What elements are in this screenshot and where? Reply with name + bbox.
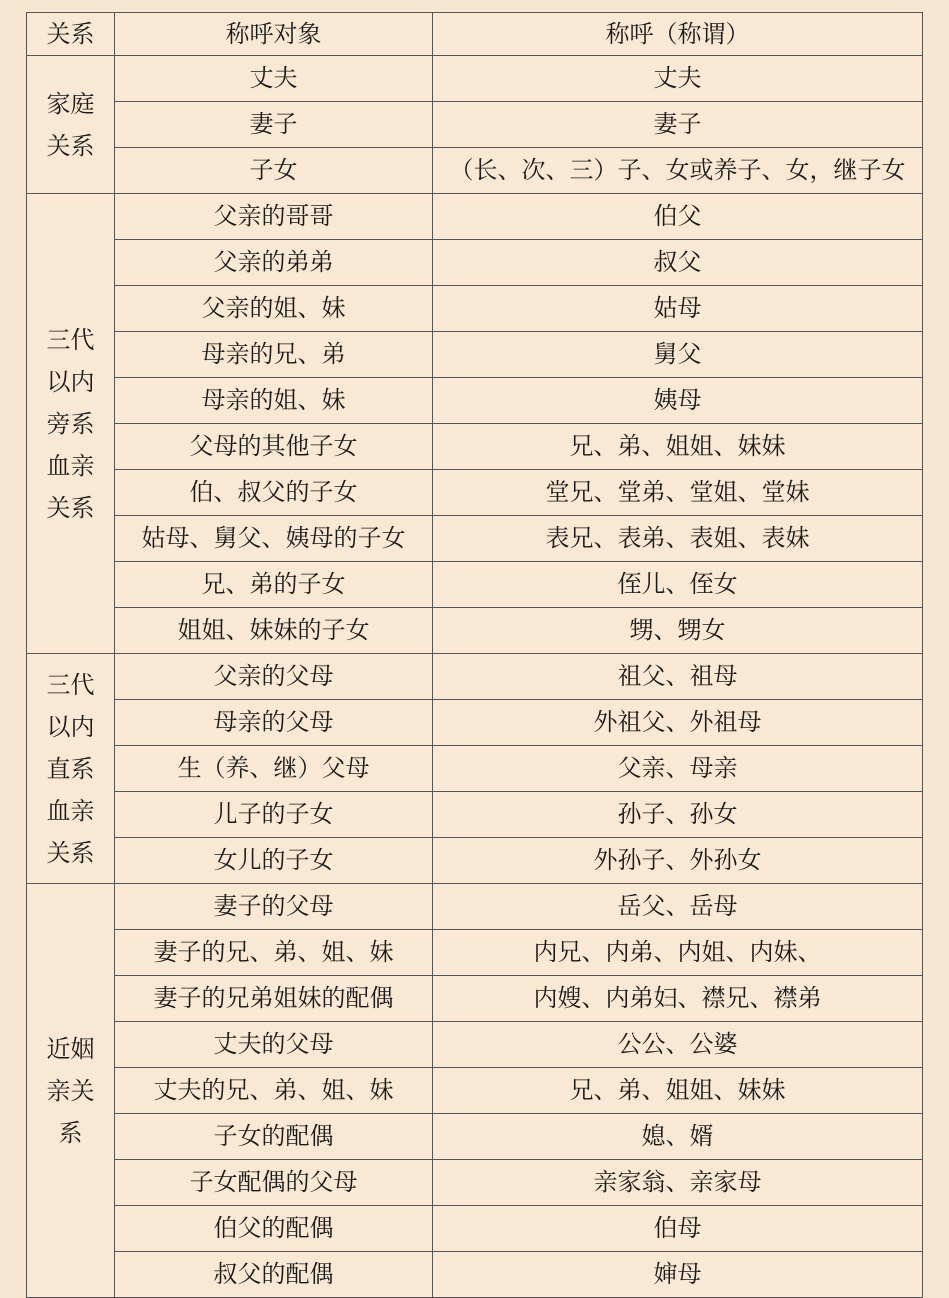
target-cell: 父亲的哥哥: [115, 194, 433, 240]
target-cell: 生（养、继）父母: [115, 746, 433, 792]
relation-group-label-line: 血亲: [46, 796, 95, 825]
relation-group-cell: [27, 56, 115, 194]
target-cell: 姑母、舅父、姨母的子女: [115, 516, 433, 562]
target-cell: 子女配偶的父母: [115, 1160, 433, 1206]
relation-group-cell: [27, 194, 115, 654]
relation-group-label-line: 关系: [46, 838, 95, 867]
table-row: [27, 56, 923, 102]
title-cell: 亲家翁、亲家母: [433, 1160, 923, 1206]
relation-group-label-line: 近姻: [46, 1034, 95, 1063]
target-cell: 父亲的父母: [115, 654, 433, 700]
table-row: [27, 884, 923, 930]
table-row: [27, 976, 923, 1022]
title-cell: 外祖父、外祖母: [433, 700, 923, 746]
table-row: [27, 378, 923, 424]
target-cell: 母亲的父母: [115, 700, 433, 746]
header-relation: 关系: [27, 13, 115, 56]
target-cell: 母亲的姐、妹: [115, 378, 433, 424]
table-row: [27, 1068, 923, 1114]
relation-group-label-line: 三代: [46, 670, 95, 699]
relation-group-label-line: 直系: [46, 754, 95, 783]
target-cell: 父亲的姐、妹: [115, 286, 433, 332]
target-cell: 妻子: [115, 102, 433, 148]
title-cell: 婶母: [433, 1252, 923, 1298]
table-row: [27, 700, 923, 746]
target-cell: 丈夫的父母: [115, 1022, 433, 1068]
target-cell: 儿子的子女: [115, 792, 433, 838]
title-cell: 姨母: [433, 378, 923, 424]
relation-group-label-line: 关系: [46, 131, 95, 160]
table-row: [27, 286, 923, 332]
target-cell: 丈夫的兄、弟、姐、妹: [115, 1068, 433, 1114]
kinship-terms-table: [26, 12, 923, 1298]
title-cell: 表兄、表弟、表姐、表妹: [433, 516, 923, 562]
table-row: [27, 332, 923, 378]
relation-group-label-line: 血亲: [46, 451, 95, 480]
table-row: [27, 516, 923, 562]
table-row: [27, 608, 923, 654]
title-cell: 丈夫: [433, 56, 923, 102]
target-cell: 姐姐、妹妹的子女: [115, 608, 433, 654]
table-row: [27, 746, 923, 792]
header-target: 称呼对象: [115, 13, 433, 56]
title-cell: 父亲、母亲: [433, 746, 923, 792]
title-cell: 公公、公婆: [433, 1022, 923, 1068]
table-row: [27, 1252, 923, 1298]
title-cell: 侄儿、侄女: [433, 562, 923, 608]
title-cell: 外孙子、外孙女: [433, 838, 923, 884]
table-row: [27, 424, 923, 470]
title-cell: （长、次、三）子、女或养子、女，继子女: [433, 148, 923, 194]
target-cell: 伯、叔父的子女: [115, 470, 433, 516]
table-row: [27, 102, 923, 148]
title-cell: 祖父、祖母: [433, 654, 923, 700]
target-cell: 叔父的配偶: [115, 1252, 433, 1298]
relation-group-cell: [27, 654, 115, 884]
table-row: [27, 240, 923, 286]
target-cell: 父亲的弟弟: [115, 240, 433, 286]
table-row: [27, 1114, 923, 1160]
target-cell: 女儿的子女: [115, 838, 433, 884]
title-cell: 孙子、孙女: [433, 792, 923, 838]
target-cell: 妻子的兄、弟、姐、妹: [115, 930, 433, 976]
relation-group-label-line: 旁系: [46, 409, 95, 438]
title-cell: 媳、婿: [433, 1114, 923, 1160]
title-cell: 岳父、岳母: [433, 884, 923, 930]
title-cell: 姑母: [433, 286, 923, 332]
header-row: [27, 13, 923, 56]
title-cell: 兄、弟、姐姐、妹妹: [433, 1068, 923, 1114]
title-cell: 舅父: [433, 332, 923, 378]
target-cell: 母亲的兄、弟: [115, 332, 433, 378]
title-cell: 兄、弟、姐姐、妹妹: [433, 424, 923, 470]
table-row: [27, 194, 923, 240]
table-row: [27, 654, 923, 700]
target-cell: 丈夫: [115, 56, 433, 102]
table-body: [27, 56, 923, 1298]
table-row: [27, 930, 923, 976]
target-cell: 伯父的配偶: [115, 1206, 433, 1252]
target-cell: 妻子的父母: [115, 884, 433, 930]
table-row: [27, 1160, 923, 1206]
title-cell: 妻子: [433, 102, 923, 148]
table-row: [27, 148, 923, 194]
relation-group-label-line: 以内: [46, 712, 95, 741]
relation-group-label-line: 以内: [46, 367, 95, 396]
relation-group-label-line: 系: [58, 1118, 83, 1147]
title-cell: 伯母: [433, 1206, 923, 1252]
header-title: 称呼（称谓）: [433, 13, 923, 56]
target-cell: 子女: [115, 148, 433, 194]
table-row: [27, 1022, 923, 1068]
title-cell: 甥、甥女: [433, 608, 923, 654]
title-cell: 堂兄、堂弟、堂姐、堂妹: [433, 470, 923, 516]
table-row: [27, 792, 923, 838]
title-cell: 叔父: [433, 240, 923, 286]
relation-group-label-line: 家庭: [46, 89, 95, 118]
target-cell: 父母的其他子女: [115, 424, 433, 470]
title-cell: 伯父: [433, 194, 923, 240]
table-row: [27, 1206, 923, 1252]
relation-group-label-line: 三代: [46, 325, 95, 354]
title-cell: 内兄、内弟、内姐、内妹、: [433, 930, 923, 976]
table-row: [27, 470, 923, 516]
table-row: [27, 838, 923, 884]
table-row: [27, 562, 923, 608]
target-cell: 子女的配偶: [115, 1114, 433, 1160]
title-cell: 内嫂、内弟妇、襟兄、襟弟: [433, 976, 923, 1022]
relation-group-cell: [27, 884, 115, 1298]
target-cell: 兄、弟的子女: [115, 562, 433, 608]
target-cell: 妻子的兄弟姐妹的配偶: [115, 976, 433, 1022]
relation-group-label-line: 亲关: [46, 1076, 95, 1105]
relation-group-label-line: 关系: [46, 493, 95, 522]
